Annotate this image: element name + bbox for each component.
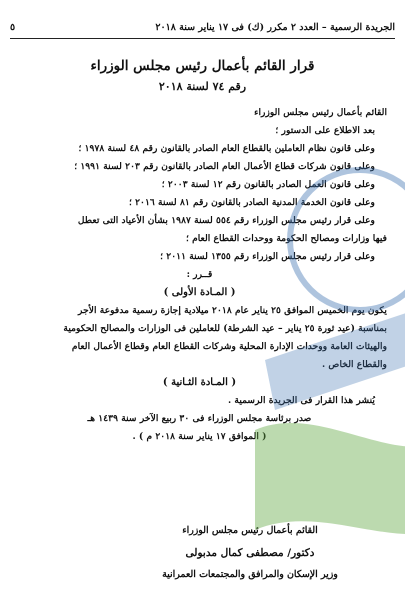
article-1-heading: ( المـادة الأولى ) [163,287,236,298]
preamble-line: وعلى قانون العمل الصادر بالقانون رقم ١٢ لسنة ٢٠٠٣ ؛ [161,179,375,190]
issuer-line: القائم بأعمال رئيس مجلس الوزراء [254,107,387,118]
page-header [10,18,395,36]
preamble-line: وعلى قانون شركات قطاع الأعمال العام الصادر بالقانون رقم ٢٠٣ لسنة ١٩٩١ ؛ [74,161,375,172]
preamble-line: وعلى قرار رئيس مجلس الوزراء رقم ٥٥٤ لسنة ١٩٨٧ بشأن الأعياد التى تعطل [77,215,375,226]
preamble-line: فيها وزارات ومصالح الحكومة ووحدات القطاع العام ؛ [185,233,387,244]
preamble-line: وعلى قانون نظام العاملين بالقطاع العام الصادر بالقانون رقم ٤٨ لسنة ١٩٧٨ ؛ [78,143,375,154]
decree-number: رقم ٧٤ لسنة ٢٠١٨ [158,80,247,93]
preamble-line: بعد الاطلاع على الدستور ؛ [275,125,375,136]
issued-date-hijri: صدر برئاسة مجلس الوزراء فى ٣٠ ربيع الآخر سنة ١٤٣٩ هـ [87,413,312,424]
article-1-line: والقطاع الخاص . [321,359,387,370]
preamble-line: وعلى قانون الخدمة المدنية الصادر بالقانون رقم ٨١ لسنة ٢٠١٦ ؛ [128,197,375,208]
signer-position: وزير الإسكان والمرافق والمجتمعات العمرانية [162,569,338,580]
decision-word: قــرر : [186,269,213,280]
gazette-issue-line: الجريدة الرسمية – العدد ٢ مكرر (ك) فى ١٧ يناير سنة ٢٠١٨ [155,21,395,33]
decree-title: قرار القائم بأعمال رئيس مجلس الوزراء [90,58,315,74]
signer-role: القائم بأعمال رئيس مجلس الوزراء [182,525,318,536]
signature-block [155,520,345,586]
article-2-line: يُنشر هذا القرار فى الجريدة الرسمية . [228,395,375,406]
article-1-line: يكون يوم الخميس الموافق ٢٥ يناير عام ٢٠١٨ ميلادية إجازة رسمية مدفوعة الأجر [78,305,387,316]
article-2-heading: ( المـادة الثـانية ) [162,377,237,388]
article-1-line: بمناسبة (عيد ثورة ٢٥ يناير – عيد الشرطة) للعاملين فى الوزارات والمصالح الحكومية [63,323,387,334]
article-1-line: والهيئات العامة ووحدات الإدارة المحلية وشركات القطاع العام وقطاع الأعمال العام [71,341,387,352]
header-divider [10,38,395,39]
signer-name: دكتور/ مصطفى كمال مدبولى [185,547,315,559]
preamble-line: وعلى قرار رئيس مجلس الوزراء رقم ١٣٥٥ لسنة ٢٠١١ ؛ [160,251,375,262]
page-number: ٥ [10,21,16,33]
issued-date-gregorian: ( الموافق ١٧ يناير سنة ٢٠١٨ م ) . [132,431,267,442]
decree-body [12,104,387,446]
